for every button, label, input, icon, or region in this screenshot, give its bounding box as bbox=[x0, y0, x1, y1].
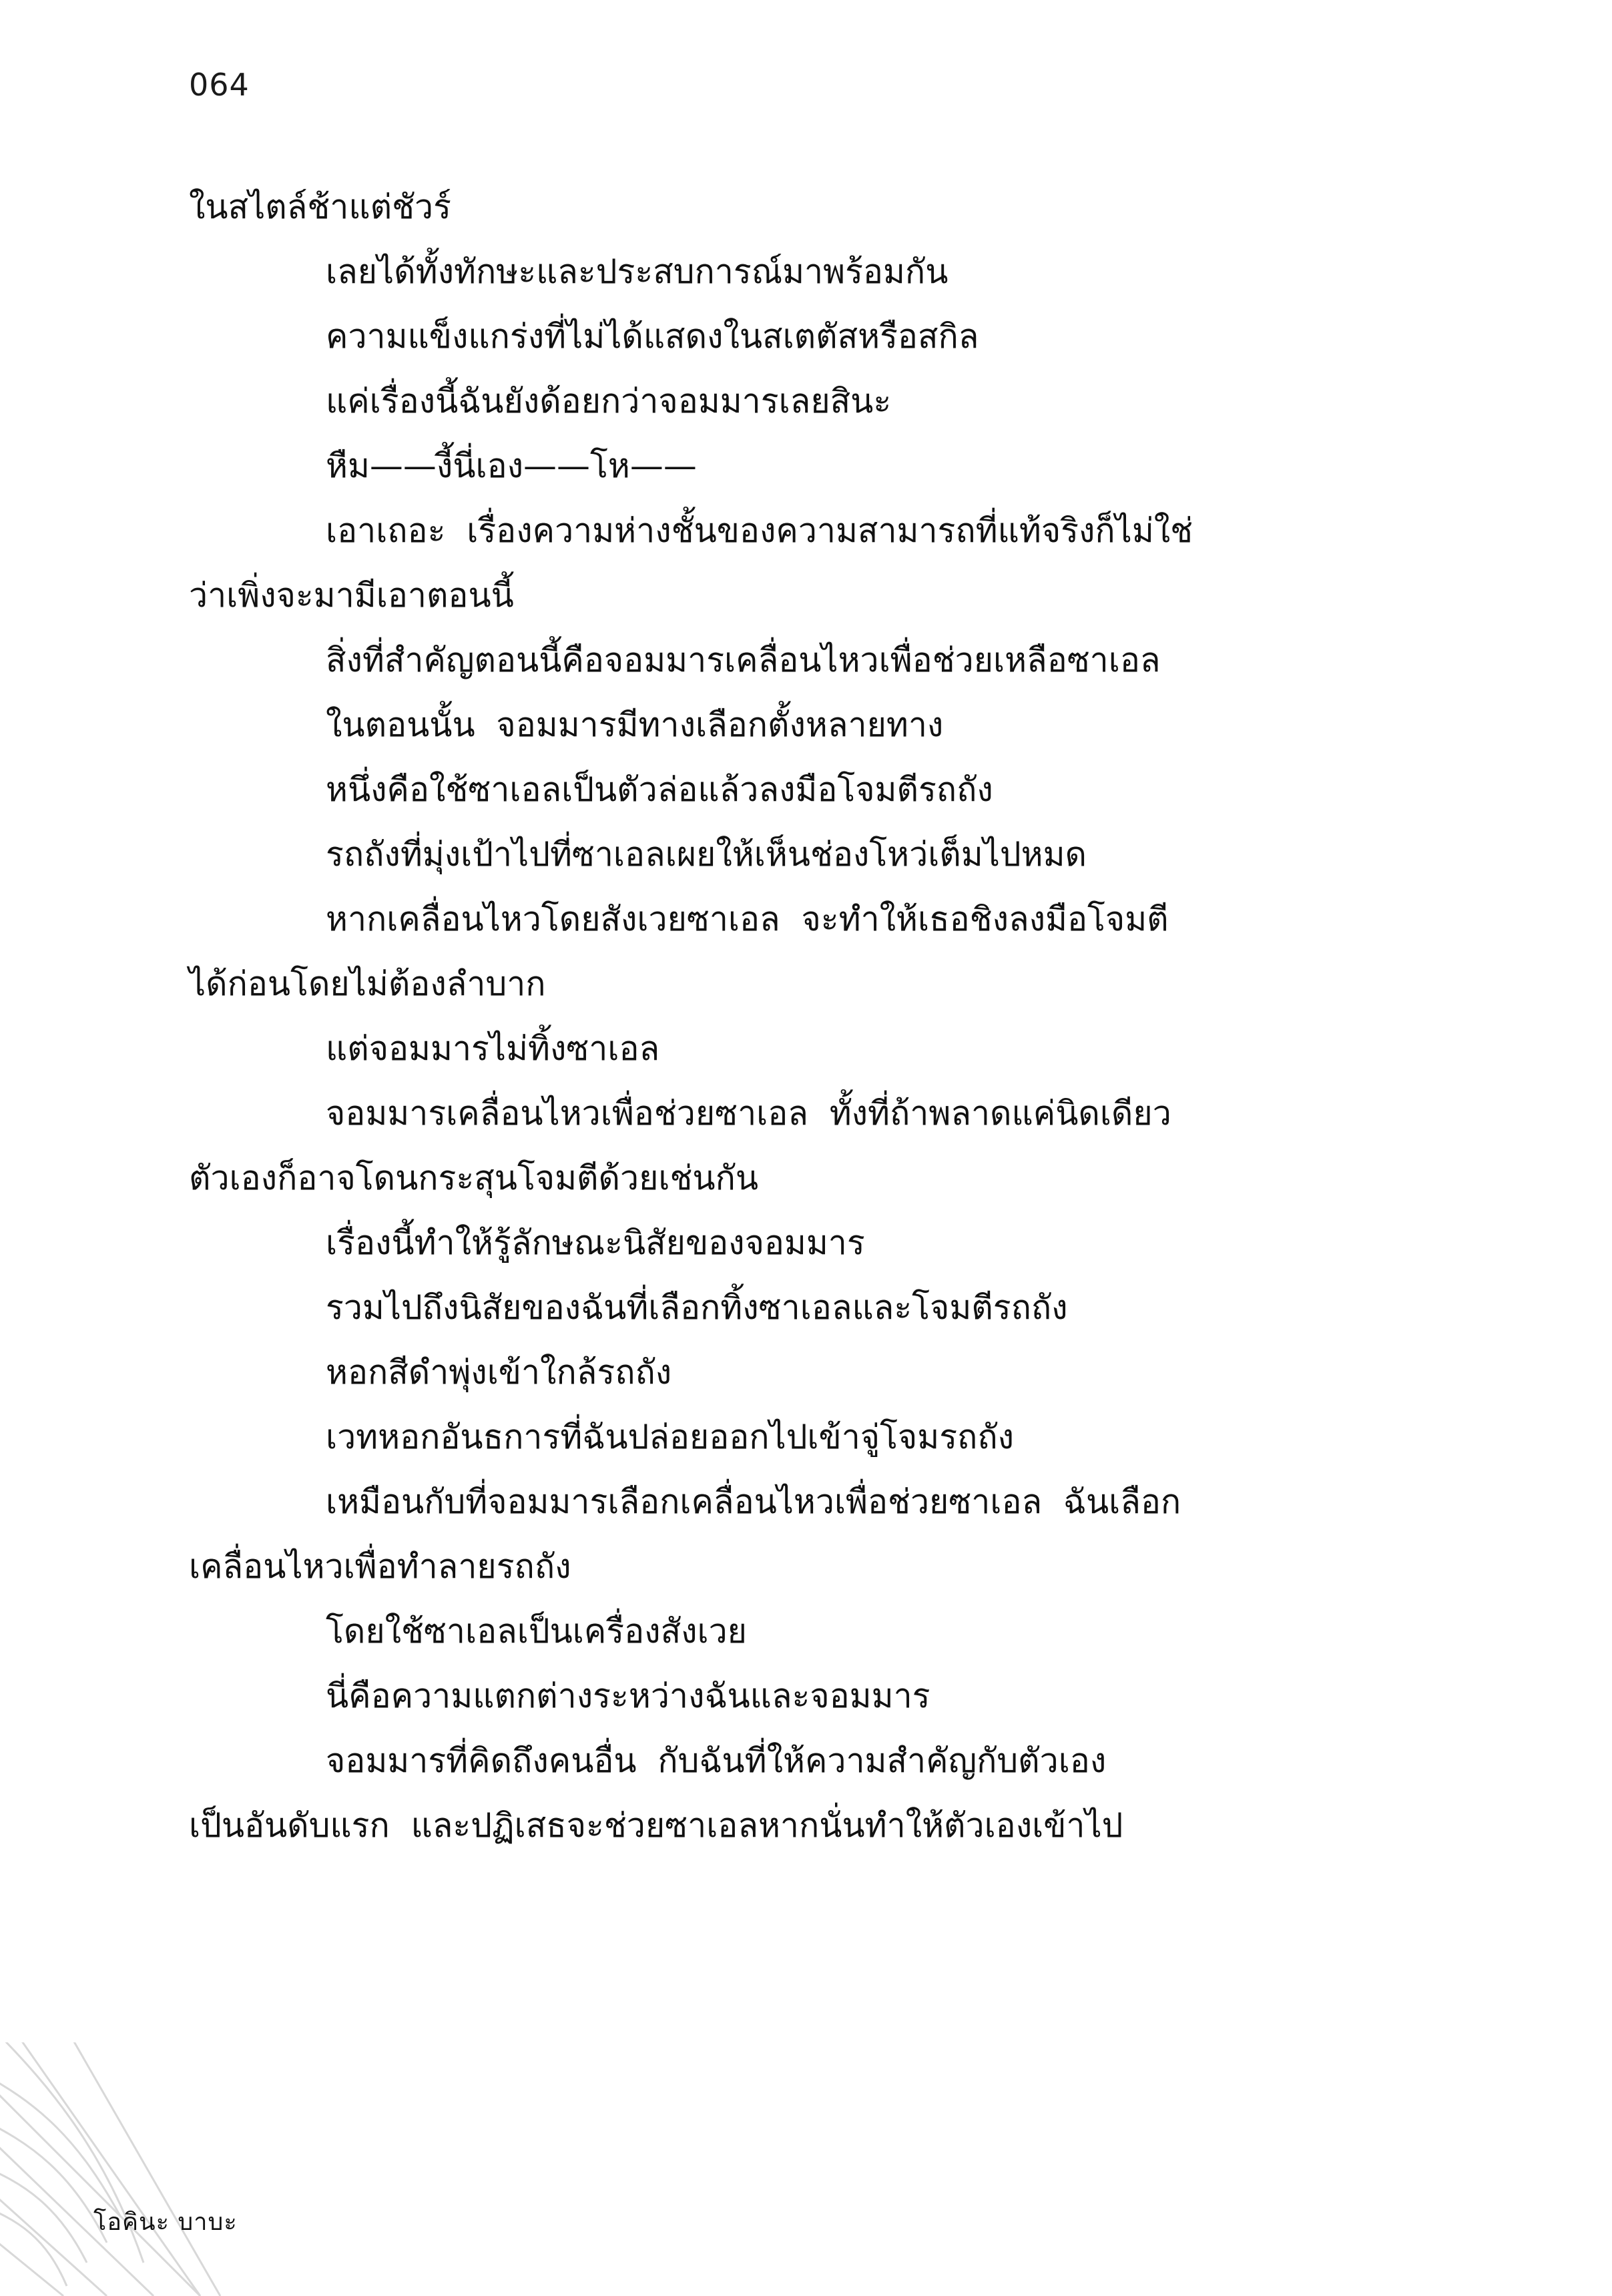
body-line: ความแข็งแกร่งที่ไม่ได้แสดงในสเตตัสหรือสกิล bbox=[326, 317, 979, 356]
body-text bbox=[189, 175, 1457, 1858]
body-line: สิ่งที่สำคัญตอนนี้คือจอมมารเคลื่อนไหวเพื่อช่วยเหลือซาเอล bbox=[326, 641, 1161, 679]
body-line: ว่าเพิ่งจะมามีเอาตอนนี้ bbox=[189, 576, 514, 615]
body-line: เรื่องนี้ทำให้รู้ลักษณะนิสัยของจอมมาร bbox=[326, 1223, 865, 1262]
body-line: นี่คือความแตกต่างระหว่างฉันและจอมมาร bbox=[326, 1677, 930, 1715]
body-line: รถถังที่มุ่งเป้าไปที่ซาเอลเผยให้เห็นช่องโหว่เต็มไปหมด bbox=[326, 835, 1087, 874]
body-line: โดยใช้ซาเอลเป็นเครื่องสังเวย bbox=[326, 1612, 747, 1651]
spiderweb-decoration bbox=[0, 2042, 280, 2296]
body-line: ในสไตล์ช้าแต่ชัวร์ bbox=[189, 188, 451, 226]
body-line: จอมมารเคลื่อนไหวเพื่อช่วยซาเอล ทั้งที่ถ้าพลาดแค่นิดเดียว bbox=[326, 1094, 1171, 1133]
body-line: หืม——งี้นี่เอง——โห—— bbox=[326, 447, 697, 485]
body-line: เคลื่อนไหวเพื่อทำลายรถถัง bbox=[189, 1547, 571, 1586]
body-line: เป็นอันดับแรก และปฏิเสธจะช่วยซาเอลหากนั่นทำให้ตัวเองเข้าไป bbox=[189, 1806, 1123, 1845]
body-line: ได้ก่อนโดยไม่ต้องลำบาก bbox=[189, 964, 546, 1003]
body-line: ตัวเองก็อาจโดนกระสุนโจมตีด้วยเช่นกัน bbox=[189, 1159, 759, 1197]
body-line: หอกสีดำพุ่งเข้าใกล้รถถัง bbox=[326, 1353, 672, 1392]
body-line: เวทหอกอันธการที่ฉันปล่อยออกไปเข้าจู่โจมรถถัง bbox=[326, 1418, 1015, 1456]
body-line: แค่เรื่องนี้ฉันยังด้อยกว่าจอมมารเลยสินะ bbox=[326, 382, 892, 420]
page-number: 064 bbox=[189, 67, 250, 103]
body-line: จอมมารที่คิดถึงคนอื่น กับฉันที่ให้ความสำคัญกับตัวเอง bbox=[326, 1741, 1107, 1780]
body-line: แต่จอมมารไม่ทิ้งซาเอล bbox=[326, 1029, 660, 1068]
body-line: รวมไปถึงนิสัยของฉันที่เลือกทิ้งซาเอลและโจมตีรถถัง bbox=[326, 1288, 1068, 1327]
body-line: หนึ่งคือใช้ซาเอลเป็นตัวล่อแล้วลงมือโจมตีรถถัง bbox=[326, 770, 993, 809]
body-line: หากเคลื่อนไหวโดยสังเวยซาเอล จะทำให้เธอชิงลงมือโจมตี bbox=[326, 900, 1169, 938]
body-line: เลยได้ทั้งทักษะและประสบการณ์มาพร้อมกัน bbox=[326, 252, 949, 291]
author-footer-label: โอคินะ บาบะ bbox=[93, 2209, 238, 2236]
body-line: ในตอนนั้น จอมมารมีทางเลือกตั้งหลายทาง bbox=[326, 705, 944, 744]
body-line: เอาเถอะ เรื่องความห่างชั้นของความสามารถที่แท้จริงก็ไม่ใช่ bbox=[326, 511, 1193, 550]
body-line: เหมือนกับที่จอมมารเลือกเคลื่อนไหวเพื่อช่วยซาเอล ฉันเลือก bbox=[326, 1482, 1181, 1521]
